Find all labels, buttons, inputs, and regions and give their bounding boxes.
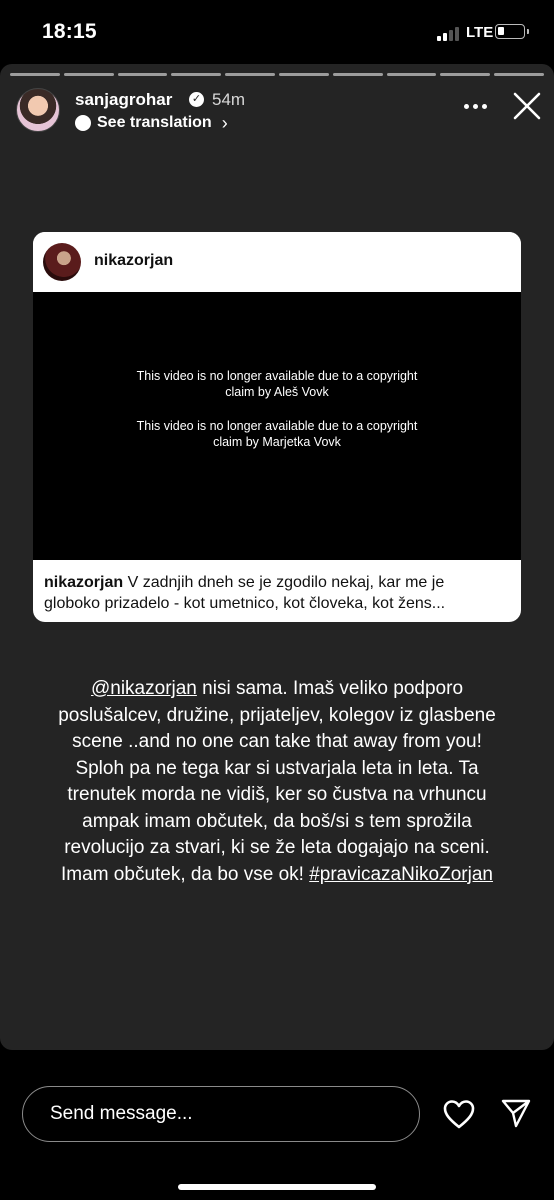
- status-time: 18:15: [42, 20, 97, 43]
- hashtag-link[interactable]: #pravicazaNikoZorjan: [309, 863, 493, 885]
- verified-badge-icon: ✓: [189, 92, 204, 107]
- shared-post-header: [33, 232, 521, 292]
- progress-segment: [64, 73, 114, 76]
- progress-segment: [225, 73, 275, 76]
- shared-post-card[interactable]: [33, 232, 521, 622]
- story-username[interactable]: sanjagrohar: [75, 90, 173, 109]
- see-translation-label: See translation: [97, 114, 212, 131]
- caption-username: nikazorjan: [44, 574, 124, 591]
- shared-post-caption: nikazorjan V zadnjih dneh se je zgodilo nekaj, kar me je globoko prizadelo - kot umetnico, kot človeka, kot žens...: [44, 574, 446, 612]
- progress-segment: [333, 73, 383, 76]
- home-indicator[interactable]: [178, 1184, 376, 1190]
- send-message-input[interactable]: [22, 1086, 420, 1142]
- video-unavailable-area: [33, 292, 521, 560]
- translate-bubble-icon: [75, 115, 91, 131]
- mention-link[interactable]: @nikazorjan: [90, 678, 197, 699]
- avatar[interactable]: [16, 88, 60, 132]
- progress-segment: [279, 73, 329, 76]
- chevron-right-icon: ›: [221, 112, 228, 133]
- progress-segment: [171, 73, 221, 76]
- battery-icon: [495, 24, 525, 39]
- story-progress-bar: [10, 73, 544, 77]
- network-type: LTE: [466, 24, 494, 41]
- progress-segment: [10, 73, 60, 76]
- shared-post-username[interactable]: nikazorjan: [94, 252, 174, 269]
- status-bar: [0, 0, 554, 66]
- copyright-message: This video is no longer available due to a copyright claim by Aleš Vovk: [136, 369, 418, 399]
- see-translation-button[interactable]: [75, 112, 228, 134]
- progress-segment: [118, 73, 168, 76]
- story-view[interactable]: [0, 64, 554, 1050]
- heart-icon[interactable]: [442, 1098, 476, 1130]
- close-icon[interactable]: [511, 90, 543, 122]
- more-options-icon[interactable]: [460, 94, 490, 118]
- signal-icon: [437, 27, 463, 41]
- send-message-placeholder: Send message...: [50, 1103, 193, 1124]
- progress-segment: [440, 73, 490, 76]
- progress-segment: [494, 73, 544, 76]
- story-header: [0, 86, 554, 136]
- send-icon[interactable]: [500, 1097, 532, 1129]
- shared-post-avatar[interactable]: [43, 243, 81, 281]
- copyright-message: This video is no longer available due to a copyright claim by Marjetka Vovk: [136, 419, 418, 449]
- progress-segment: [387, 73, 437, 76]
- story-text: @nikazorjan nisi sama. Imaš veliko podporo poslušalcev, družine, prijateljev, kolegov iz glasbene scene ..and no one can take that away from you! Sploh pa ne tega kar si ustvarjala leta in leta. Ta trenutek morda ne vidiš, ker so čustva na vrhuncu ampak imam občutek, da boš/si s tem sprožila revolucijo za stvari, ki se že leta dogajajo na sceni. Imam občutek, da bo vse ok! #pravicazaNikoZorjan: [58, 678, 496, 885]
- story-time-ago: 54m: [212, 90, 246, 109]
